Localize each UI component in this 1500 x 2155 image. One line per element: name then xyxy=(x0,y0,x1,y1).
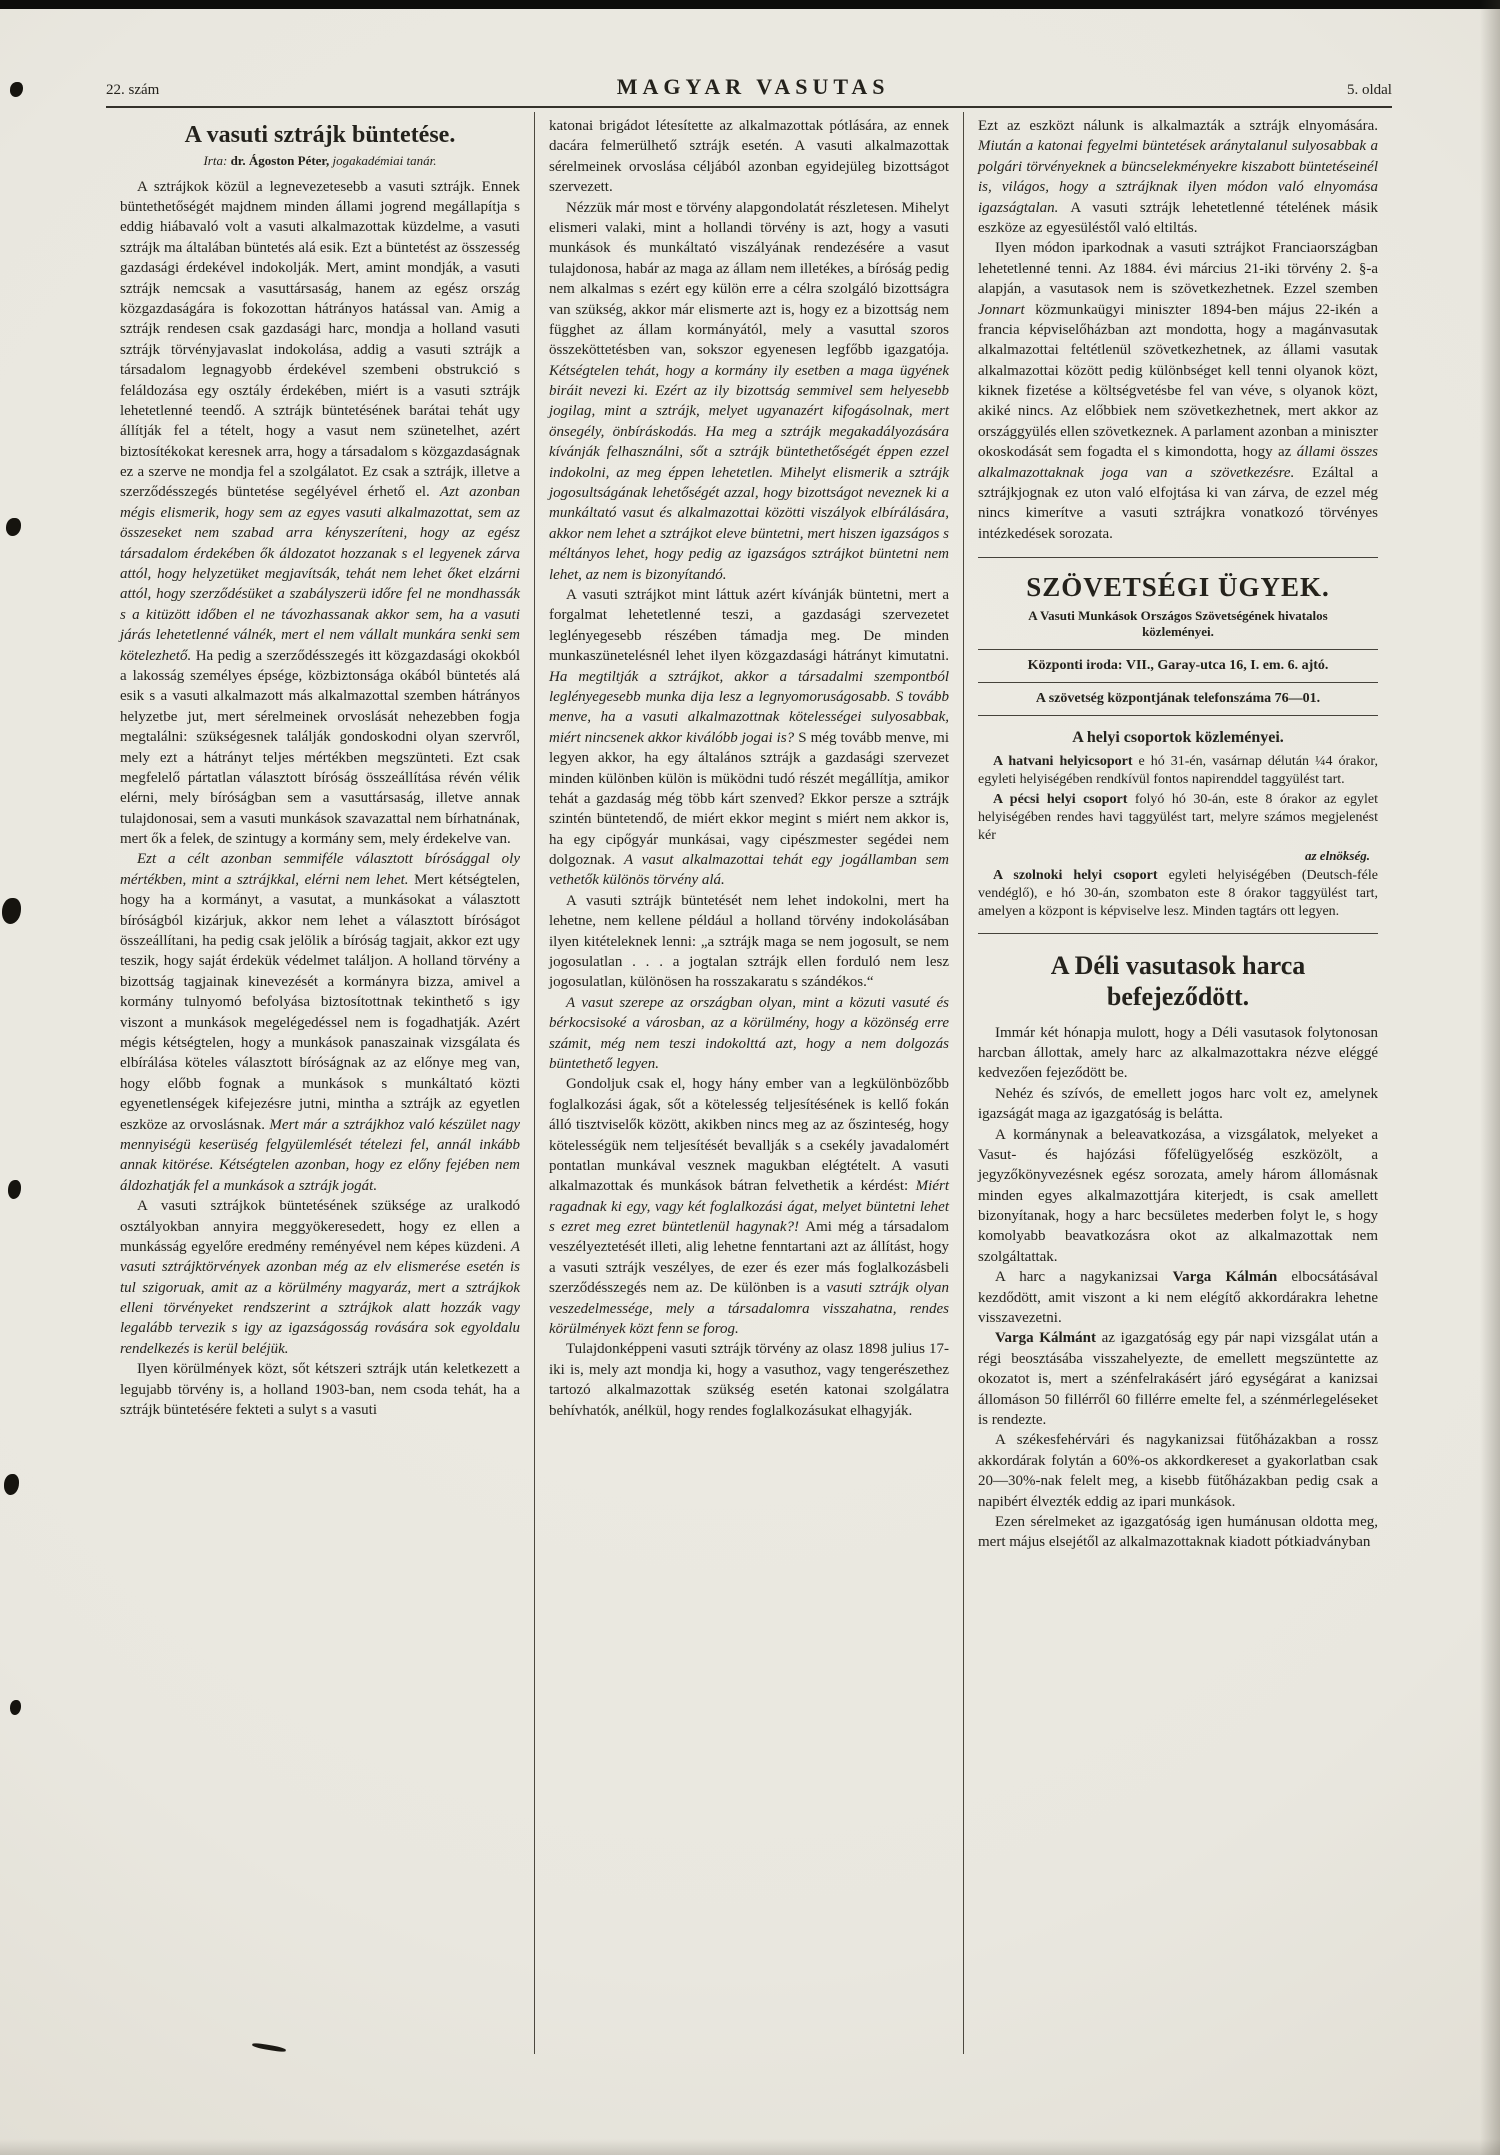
column-left xyxy=(106,112,534,2054)
paragraph: katonai brigádot létesítette az alkalmazottak pótlására, az ennek dacára felmerülhető sztrájk esetén. A vasuti alkalmazottak sérelmeinek orvoslása céljából azonban egyidejüleg bizottságot szervezett. xyxy=(549,118,949,196)
paragraph: A kormánynak a beleavatkozása, a vizsgálatok, melyeket a Vasut- és hajózási főfelügyelőség eszközölt, a jegyzőkönyvezésnek egész sorozata, amely három állomásnak minden egyes alkalmazottjára kiterjedt, is csak amellett bizonyítanak, hogy a harc becsületes mederben folyt le, s hogy komolyabb beavatkozásra okot az alkalmazottak nem szolgáltattak. xyxy=(978,1126,1378,1265)
paragraph: Tulajdonképpeni vasuti sztrájk törvény az olasz 1898 julius 17-iki is, mely azt mondja ki, hogy a vasuthoz, vagy tengerészethez tartozó alkalmazottak szükség esetén katonai szolgálatra behívhatók, anélkül, hogy rendes foglalkozásukat elhagyják. xyxy=(549,1341,949,1419)
paragraph: A székesfehérvári és nagykanizsai fütőházakban a rossz akkordárak folytán a 60%-os akkordkereset a gyakorlatban csak 20—30%-nak felelt meg, a kisebb fütőházakban pedig csak a napibért élvezték eddig az ipari munkások. xyxy=(978,1432,1378,1510)
column-middle xyxy=(534,112,964,2054)
news-item: A hatvani helyicsoport e hó 31-én, vasárnap délután ¼4 órakor, egyleti helyiségében rendkívül fontos napirenddel taggyülést tart. xyxy=(978,753,1378,787)
scan-artifact xyxy=(2,898,21,924)
paragraph: A vasuti sztrájkot mint láttuk azért kívánják büntetni, mert a forgalmat lehetetlenné teszi, a gazdasági szervezetet leglényegesebb részében támadja meg. De minden munkaszünetelésnél lehet ilyen közgazdasági hátrányt kimutatni. Ha megtiltják a sztrájkot, akkor a társadalmi szempontból leglényegesebb munka dija lesz a legnyomoruságosabb. S tovább menve, ha a vasuti alkalmazottnak kötelességei sulyosabbak, miért nincsenek akkor kiválóbb jogai is? S még tovább menve, mi legyen akkor, ha egy általános sztrájk a gazdasági szervezet minden különben külön is müködni tudó részét megállítja, amikor tehát a gazdaság még több kárt szenved? Ekkor persze a sztrájk szintén büntetendő, de miért ekkor megint s miért nem akkor is, ha egy cipőgyár munkásai, vagy cipészmester segédei nem dolgoznak. A vasut alkalmazottai tehát egy jogállamban sem vethetők különös törvény alá. xyxy=(549,586,949,889)
paragraph: A vasut szerepe az országban olyan, mint a közuti vasuté és bérkocsisoké a városban, az a körülmény, hogy a közönség erre számit, még nem teszi indokolttá azt, hogy a nem dolgozás büntethető legyen. xyxy=(549,994,949,1072)
masthead-title: MAGYAR VASUTAS xyxy=(616,74,890,99)
column-right xyxy=(964,112,1392,2054)
signature: az elnökség. xyxy=(1305,847,1370,863)
paragraph: Ezt az eszközt nálunk is alkalmazták a sztrájk elnyomására. Miután a katonai fegyelmi büntetések aránytalanul sulyosabbak a polgári törvényeknek a büncselekményekre kiszabott büntetéseinél is, világos, hogy a sztrájknak ilyen módon való elnyomása igazságtalan. A vasuti sztrájk lehetetlenné tételének másik eszköze az egyesüléstől való eltiltás. xyxy=(978,118,1378,236)
paragraph: Immár két hónapja mulott, hogy a Déli vasutasok folytonosan harcban állottak, amely harc az alkalmazottakra nézve eléggé kedvezően fejeződött be. xyxy=(978,1024,1378,1082)
notice-line: Központi iroda: VII., Garay-utca 16, I. em. 6. ajtó. xyxy=(978,650,1378,683)
news-item: A pécsi helyi csoport folyó hó 30-án, este 8 órakor az egylet helyiségében rendes havi taggyülést tart, melyre számos megjelenést kér xyxy=(978,792,1378,844)
group-title: A helyi csoportok közleményei. xyxy=(1072,728,1284,746)
paragraph: Ezt a célt azonban semmiféle választott bírósággal oly mértékben, mint a sztrájkkal, elérni nem lehet. Mert kétségtelen, hogy ha a kormányt, a vasutat, a munkásokat a választott bíróságból kizárjuk, akkor nem lehet a választott bíróságot összeállítani, ha pedig csak jelölik a bíróság tagjait, akkor ezt ugy teszik, hogy saját érdekük védelmet találjon. A holland törvény a bizottság tagjainak kinevezését a kormányra bizza, amivel a kormány tulnyomó befolyása biztosítottnak tekinthető s igy viszont a munkások megelégedéssel nem is fogadhatják. Azért mégis kétségtelen, hogy a munkások panaszainak vizsgálata és elbírálása köteles választott bíróságnak az az előnye meg van, hogy előbb fognak a munkások s munkáltató közti egyenetlenségek kifejezésre jutni, mintha a sztrájk az egyetlen eszköze az orvoslásnak. Mert már a sztrájkhoz való készület nagy mennyiségü keserüség felgyülemlését tételezi fel, annál inkább annak kitörése. Kétségtelen azonban, hogy ez előny fejében nem áldozhatják fel a munkások a sztrájk jogát. xyxy=(120,851,521,1194)
notice-line: A szövetség központjának telefonszáma 76—01. xyxy=(978,683,1378,716)
scan-artifact xyxy=(6,518,21,536)
paragraph: Ezen sérelmeket az igazgatóság igen humánusan oldotta meg, mert május elsejétől az alkalmazottaknak kiadott pótkiadványban xyxy=(978,1513,1378,1551)
page-header xyxy=(106,74,1392,108)
scan-artifact xyxy=(4,1474,19,1495)
scan-shadow-right xyxy=(1480,0,1500,2155)
paragraph: Ilyen körülmények közt, sőt kétszeri sztrájk után keletkezett a legujabb törvény is, a holland 1903-ban, nem csoda tehát, ha a sztrájk büntetésére fekteti a sulyt s a vasuti xyxy=(120,1361,520,1419)
paragraph: Gondoljuk csak el, hogy hány ember van a legkülönbözőbb foglalkozási ágak, sőt a kötelesség teljesítésének is kellő fokán álló tisztviselők között, akikben nincs meg az az őszinteség, hogy kötelességük nem teljesítését bevallják s a csekély javadalomért pontatlan munkával vesznek magukban elégtételt. A vasuti alkalmazottak és munkások bátran felvethetik a kérdést: Miért ragadnak ki egy, vagy két foglalkozási ágat, melyet büntetni lehet s ezret meg ezret büntetlenül hagynak?! Ami még a társadalom veszélyeztetését illeti, alig lehetne fenntartani azt az állítást, hogy a vasuti sztrájk veszélyes, de ezer és ezer más foglalkozásbeli szerződésszegés nem az. De különben is a vasuti sztrájk olyan veszedelmessége, mely a társadalomra visszahatna, rendes körülmények közt fenn se forog. xyxy=(549,1076,949,1338)
scan-artifact xyxy=(8,1180,21,1199)
paragraph: A vasuti sztrájk büntetését nem lehet indokolni, mert ha lehetne, nem kellene például a holland törvény indokolásában ilyen kitételeknek lenni: „a sztrájk maga se nem jogosult, se nem jogosulatlan . . . a jogtalan sztrájk ellen forduló nem lesz jogosulatlan, különösen ha rosszakaratu s szándékos.“ xyxy=(549,892,949,991)
paragraph: A vasuti sztrájkok büntetésének szüksége az uralkodó osztályokban annyira meggyökeresedett, hogy ez ellen a munkásság egyelőre eredmény reményével nem képes küzdeni. A vasuti sztrájktörvények azonban még az elv elismerése esetén is tul szigoruak, amit az a körülmény magyaráz, mert a sztrájkok elleni törvényeket rendszerint a sztrájkok alatt hozzák vagy legalább tervezik s igy az igazságosság rovására sok egyoldalu rendelkezés is kerül beléjük. xyxy=(120,1198,520,1357)
section-title: SZÖVETSÉGI ÜGYEK. xyxy=(978,557,1378,603)
paragraph: Varga Kálmánt az igazgatóság egy pár napi vizsgálat után a régi beosztásába visszahelyezte, de emellett megszüntette az okozatot is, mert a szénfelrakásért járó egységárat a kanizsai állomáson 50 fillérről 60 fillérre emelte fel, a szénmérlegeléseket is rendezte. xyxy=(978,1330,1378,1428)
scan-artifact xyxy=(10,82,23,97)
paragraph: A harc a nagykanizsai Varga Kálmán elbocsátásával kezdődött, amit viszont a ki nem elégítő akkordárakra lehetne visszavezetni. xyxy=(978,1269,1379,1327)
paragraph: Nehéz és szívós, de emellett jogos harc volt ez, amelynek igazságát maga az igazgatóság is belátta. xyxy=(978,1085,1378,1123)
scan-shadow-bottom xyxy=(0,2139,1500,2155)
section-subtitle: A Vasuti Munkások Országos Szövetségének hivatalos közleményei. xyxy=(978,603,1378,650)
paragraph: A sztrájkok közül a legnevezetesebb a vasuti sztrájk. Ennek büntethetőségét majdnem minden állami jogrend megállapítja s eddig hiábavaló volt a vasuti alkalmazottak küzdelme, a vasuti sztrájk ma általában büntetés alá esik. Ezt a büntetést az összesség gazdasági érdekével indokolják. Mert, amint mondják, a vasuti sztrájk nemcsak a vasuttársaság, hanem az egész ország közgazdaságára is fokozottan hátrányos hatással van. Amig a sztrájk rendesen csak gazdasági harc, mondja a holland vasuti sztrájk törvényjavaslat indokolása, addig a vasuti sztrájk a társadalom legnagyobb érdekével szembeni obstrukció s feláldozása egy osztály érdekében, miért is a vasuti sztrájk lehetetlenné teendő. A sztrájk büntetésének barátai tehát ugy állítják fel a tételt, hogy a vasut nem szünetelhet, azért biztosítékokat keresnek arra, hogy a társadalom s közgazdaságnak ez a szerve ne mondja fel a szolgálatot. Ez csak a sztrájk, illetve a szerződésszegés büntetése segélyével érhető el. Azt azonban mégis elismerik, hogy sem az egyes vasuti alkalmazottat, sem az összeseket nem szabad arra kényszeríteni, hogy az egész társadalom érdekében ők áldozatot hozzanak s el legyenek zárva attól, hogy helyzetüket megjavítsák, tehát nem lehet őket elzárni attól, hogy szerződésüket a szabályszerü időre fel ne mondhassák s a kitüzött időben el ne távozhassanak akkor sem, ha a vasuti járás lehetetlenné válnék, mert el nem vállalt munkára senki sem kötelezhető. Ha pedig a szerződésszegés itt közgazdasági okokból a lakosság személyes épsége, közbiztonsága okából büntetés alá esik s a vasuti alkalmazott más alkalmazottal szemben hátrányos helyzetbe jut, mert sérelmeinek orvoslását nehezebben fogja megtalálni: szükségesnek találják gondoskodni olyan szervről, mely ezt a hátrányt teljes mértékben megszünteti. Ezt csak megfelelő pártatlan választott bíróság összeállítása révén vélik elérni, mely bíróságban sem a vasuttársaság, illetve annak tulajdonosai, sem a vasuti munkások szavazattal nem bírhatnának, mert ők a felek, de szintugy a kormány sem, mely érdekelve van. xyxy=(120,178,520,848)
byline: Irta: dr. Ágoston Péter, jogakadémiai tanár. xyxy=(203,152,437,168)
scan-edge-top xyxy=(0,0,1500,9)
scan-artifact xyxy=(10,1700,21,1715)
article-columns xyxy=(106,112,1392,2054)
news-item: A szolnoki helyi csoport egyleti helyiségében (Deutsch-féle vendéglő), e hó 30-án, szombaton este 8 órakor taggyülést tart, amelyen a központ is képviselve lesz. Minden tagtárs ott legyen. xyxy=(978,867,1378,920)
issue-number: 22. szám xyxy=(106,82,160,98)
paragraph: Ilyen módon iparkodnak a vasuti sztrájkot Franciaországban lehetetlenné tenni. Az 1884. évi március 21-iki törvény 2. §-a alapján, a vasutasok nem is szövetkezhetnek. Ezzel szemben Jonnart közmunkaügyi miniszter 1894-ben május 22-ikén a francia képviselőházban azt mondotta, hogy a magánvasutak alkalmazottai feltétlenül szövetkezhetnek, az állami vasutak alkalmazottai között pedig különbséget kell tenni olyanok közt, kiknek fizetése a költségvetésbe fel van véve, s olyanok közt, akiké nincs. Az előbbiek nem szövetkezhetnek, mert akkor az országgyülés ellen szövetkeznek. A parlament azonban a miniszter okoskodását sem fogadta el s kimondotta, hogy az állami összes alkalmazottaknak joga van a szövetkezésre. Ezáltal a sztrájkjognak ez uton való elfojtása ki van zárva, de ezzel még nincs kimerítve a vasuti sztrájkra vonatkozó törvényes intézkedések sorozata. xyxy=(978,240,1379,542)
article-title: A Déli vasutasok harca befejeződött. xyxy=(978,933,1378,1022)
article-title: A vasuti sztrájk büntetése. xyxy=(184,122,456,148)
page-number: 5. oldal xyxy=(1346,82,1392,98)
paragraph: Nézzük már most e törvény alapgondolatát részletesen. Mihelyt elismeri valaki, mint a hollandi törvény is azt, hogy a vasuti munkások és munkáltató viszályának rendezésére a vasut tulajdonosa, habár az maga az állam nem illetékes, a bíróság pedig nem alkalmas s ezért egy külön erre a célra szolgáló bizottságra van szükség, akkor már elismerte azt is, hogy ez a bizottság nem függhet az állam kormányától, mely a vasuttal szoros összeköttetésben van, sokszor egyenesen legfőbb igazgatója. Kétségtelen tehát, hogy a kormány ily esetben a maga ügyének biráit nevezi ki. Ezért az ily bizottság semmivel sem helyesebb jogilag, mint a sztrájk, melyet ugyanazért kifogásolnak, mert önsegély, önbíráskodás. Ha meg a sztrájk megakadályozására kívánják felhasználni, sőt a sztrájk büntethetőségét éppen ezzel indokolni, az meg éppen lehetetlen. Mihelyt elismerik a sztrájk jogosultságának lehetőségét azzal, hogy bizottságot neveznek ki a munkáltató vasut és alkalmazottai közötti viszályok elbírálására, akkor nem lehet a sztrájkot eleve büntetni, mert hiszen igazságos s méltányos lehet, hogy pedig az igazságos sztrájkot büntetni nem lehet, az nem is bizonyítandó. xyxy=(549,199,949,583)
